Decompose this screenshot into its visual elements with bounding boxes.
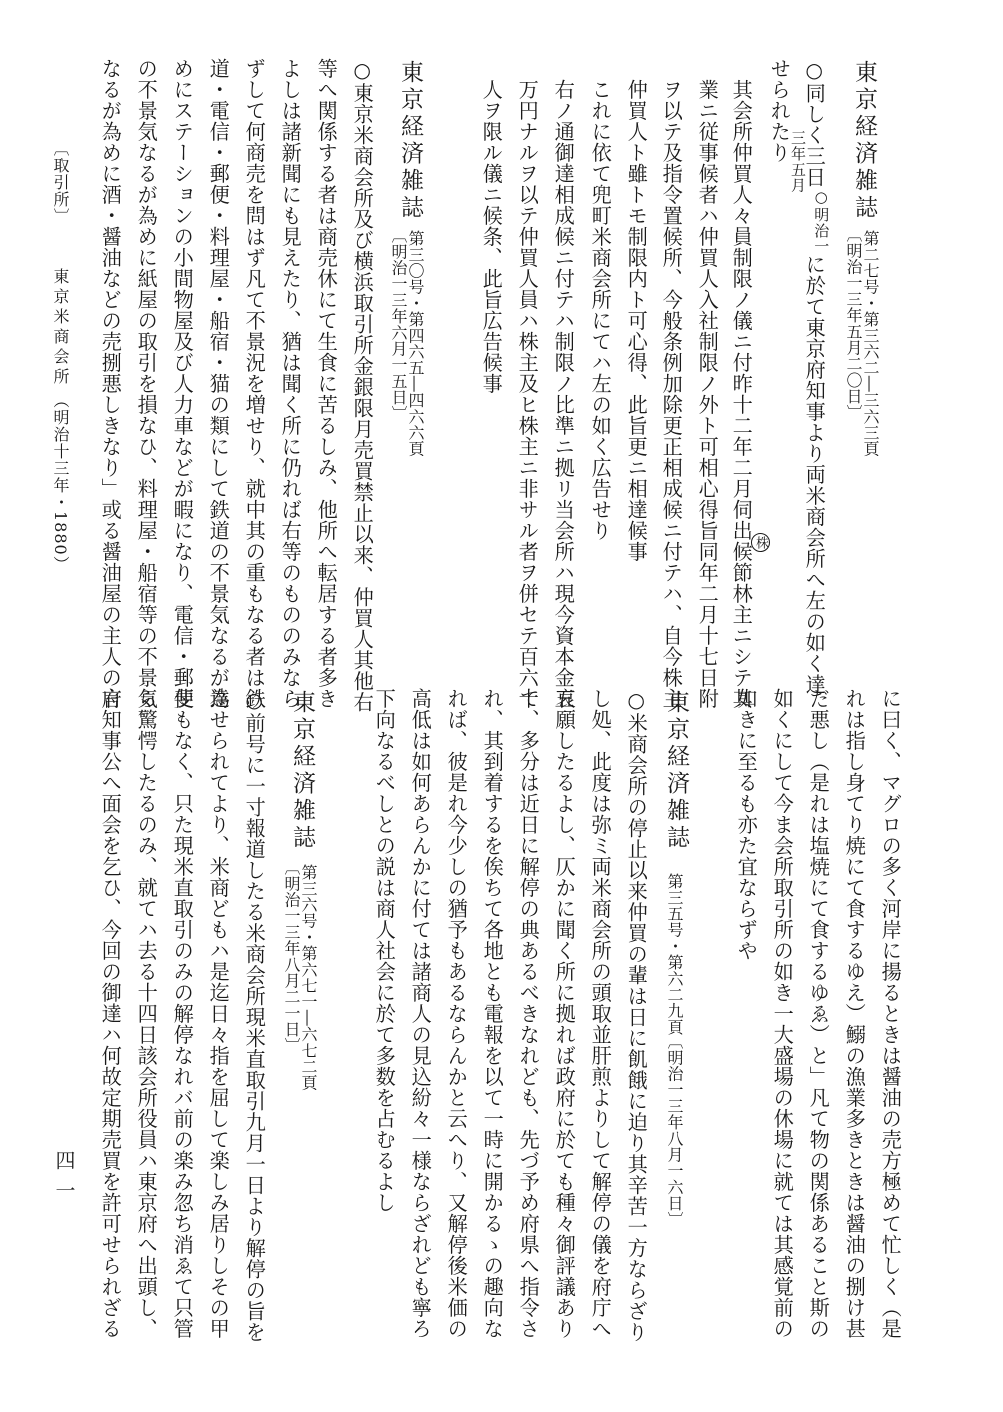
article-3-ref-issue: 第三五号・第六二九頁 — [665, 873, 684, 1035]
article-3-line-4: て、多分は近日に解停の典あるべきなれども、先づ予め府県へ指令さ — [516, 688, 541, 1339]
article-2-line-13: 如きに至るも亦た宜ならずや — [734, 688, 759, 961]
article-1-line-5: ヲ以テ及指令置候所、今般条例加除更正相成候ニ付テハ、自今株主 — [659, 79, 684, 709]
article-2-line-4: ずして何商売を問はず凡て不景況を増せり、就中其の重もなる者は鉄 — [242, 58, 267, 709]
article-4-ref-date: 〔明治一三年八月二一日〕 — [282, 859, 301, 1054]
article-4-line-5: 府知事公へ面会を乞ひ、今回の御達ハ何故定期売買を許可せられざる — [98, 688, 123, 1339]
article-2-line-3: よしは諸新聞にも見えたり、猶は聞く所に仍れば右等のもののみなら — [278, 58, 303, 709]
article-4-line-3: 斐もなく、只た現米直取引のみの解停なれバ前の楽み忽ち消ゑて只管 — [170, 688, 195, 1339]
article-1-line-7: これに依て兜町米商会所にてハ左の如く広告せり — [588, 79, 613, 541]
article-4-line-4: ら驚愕したるのみ、就てハ去る十四日該会所役員ハ東京府へ出頭し、 — [134, 688, 159, 1339]
article-1-line-1 — [802, 58, 831, 696]
article-3-line-6: れば、彼是れ今少しの猶予もあるならんかと云へり、又解停後米価の — [444, 688, 469, 1339]
article-2-line-8: なるが為めに酒・醤油などの売捌悪しきなり」或る醤油屋の主人の言 — [98, 58, 123, 709]
article-3-line-8: 下向なるべしとの説は商人社会に於て多数を占むるよし — [372, 688, 397, 1213]
article-1-ref-date: 〔明治一三年五月二〇日〕 — [844, 226, 863, 421]
article-1-line-10: 人ヲ限ル儀ニ候条、此旨広告候事 — [479, 79, 504, 394]
article-3-line-5: れ、其到着するを俟ちて各地とも電報を以て一時に開かるゝの趣向な — [480, 688, 505, 1339]
article-1-line-9: 万円ナルヲ以テ仲買人員ハ株主及ヒ株主ニ非サル者ヲ併セテ百六十 — [515, 79, 540, 709]
article-1-circled-mark — [751, 533, 770, 552]
article-2-line-1: ○東京米商会所及び横浜取引所金銀限月売買禁止以来、仲買人其他右 — [350, 58, 375, 713]
article-1-line-4: 業ニ従事候者ハ仲買人入社制限ノ外ト可相心得旨同年二月十七日附 — [695, 79, 720, 709]
article-3-line-1: ○米商会所の停止以来仲買の輩は日に飢餓に迫り其辛苦一方ならざり — [624, 688, 649, 1343]
article-3-line-3: 哀願したるよし、仄かに聞く所に拠れば政府に於ても種々御評議あり — [552, 688, 577, 1339]
article-4-journal-title: 東京経済雑誌 — [289, 690, 315, 852]
article-1-date-note — [812, 187, 831, 255]
article-1-ref-issue: 第二七号・第三六二―三六三頁 — [861, 230, 880, 457]
article-2-ref-issue: 第三〇号・第四六五―四六六頁 — [406, 230, 425, 457]
article-2-line-10: れは指し身てり焼にて食するゆえ）鰯の漁業多きときは醤油の捌け甚 — [842, 688, 867, 1339]
article-1-date-note-b: 三年五月 — [789, 130, 807, 194]
article-3-line-7: 高低は如何あらんかに付ては諸商人の見込紛々一様ならざれども寧ろ — [408, 688, 433, 1339]
date-note-a: ○明治一 — [812, 187, 831, 255]
article-1-line-1-head: ○同しく三日 — [802, 58, 827, 188]
article-1-line-3 — [729, 79, 754, 709]
article-1-line-8: 右ノ通御達相成候ニ付テハ制限ノ比準ニ拠リ当会所ハ現今資本金五 — [551, 79, 576, 709]
article-4-line-2: 達せられてより、米商どもハ是迄日々指を屈して楽しみ居りしその甲 — [206, 688, 231, 1339]
running-header-date: （明治十三年・1880） — [51, 392, 70, 573]
article-2-line-12: 如くにして今ま会所取引所の如き一大盛場の休場に就ては其感覚前の — [770, 688, 795, 1339]
article-2-ref-date: 〔明治一三年六月一五日〕 — [389, 227, 408, 422]
page-number: 四一 — [52, 1150, 76, 1210]
article-4-ref-issue: 第三六号・第六七一―六七二頁 — [299, 864, 318, 1091]
article-2-line-6: めにステーションの小間物屋及び人力車などが暇になり、電信・郵便 — [170, 58, 195, 709]
article-2-line-11: だ悪し（是れは塩焼にて食するゆゑ）と」凡て物の関係あること斯の — [806, 688, 831, 1339]
article-1-line-2: せられたり — [767, 58, 792, 163]
running-header-publisher: 東京米商会所 — [51, 268, 70, 388]
article-3-ref-date: 〔明治一三年八月一六日〕 — [665, 1033, 684, 1228]
article-3-line-2: し処、此度は弥ミ両米商会所の頭取並肝煎よりして解停の儀を府庁へ — [588, 688, 613, 1339]
article-2-journal-title: 東京経済雑誌 — [397, 60, 423, 222]
article-2-line-5: 道・電信・郵便・料理屋・船宿・猫の類にして鉄道の不景気なるが為 — [206, 58, 231, 709]
article-2-line-9: に曰く、マグロの多く河岸に揚るときは醤油の売方極めて忙しく（是 — [878, 688, 903, 1339]
article-2-line-7: の不景気なるが為めに紙屋の取引を損なひ、料理屋・船宿等の不景気 — [134, 58, 159, 709]
article-1-line-1-tail: に於て東京府知事より両米商会所へ左の如く達 — [802, 254, 827, 696]
article-4-line-1: ○前号に一寸報道したる米商会所現米直取引九月一日より解停の旨を — [242, 688, 267, 1343]
article-3-journal-title: 東京経済雑誌 — [663, 690, 689, 852]
article-1-line-3-text: 其会所仲買人々員制限ノ儀ニ付昨十二年二月伺出候節林主ニシテ其 — [729, 79, 754, 709]
article-2-line-2: 等へ関係する者は商売休にて生食に苦るしみ、他所へ転居する者多き — [314, 58, 339, 709]
circled-kabu: 株 — [751, 533, 770, 552]
article-1-line-6: 仲買人ト雖トモ制限内ト可心得、此旨更ニ相達候事 — [624, 79, 649, 562]
article-1-journal-title: 東京経済雑誌 — [851, 60, 877, 222]
running-header-category: 〔取引所〕 — [51, 140, 70, 225]
